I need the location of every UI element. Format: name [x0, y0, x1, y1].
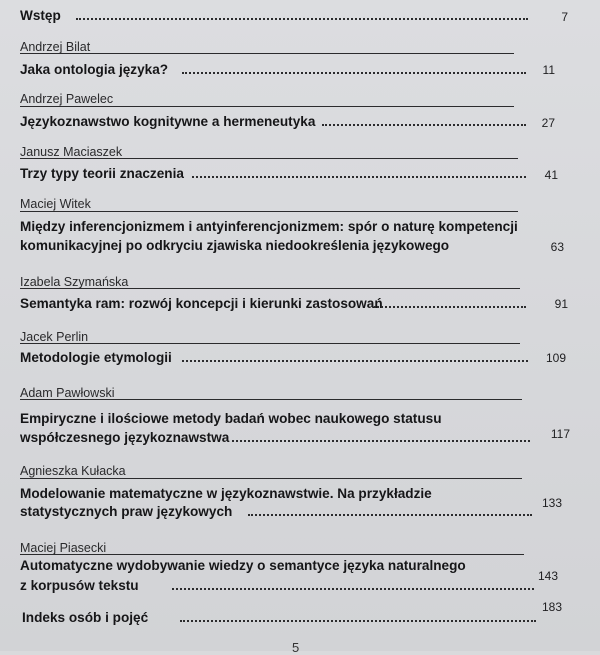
author-rule [20, 106, 514, 107]
leader-dots [192, 176, 526, 178]
leader-dots [182, 360, 528, 362]
author-rule [20, 343, 520, 344]
leader-dots [322, 124, 526, 126]
index-page: 183 [541, 600, 562, 614]
entry-author: Jacek Perlin [20, 330, 89, 344]
leader-dots [76, 18, 528, 20]
entry-title-line-2: współczesnego językoznawstwa [20, 430, 230, 445]
entry-page: 109 [545, 351, 566, 365]
entry-page: 143 [537, 569, 558, 583]
entry-page: 133 [541, 496, 562, 510]
entry-title: Jaka ontologia języka? [20, 62, 169, 77]
entry-page: 41 [544, 168, 558, 182]
entry-author: Janusz Maciaszek [20, 145, 123, 159]
entry-title-line-2: z korpusów tekstu [20, 578, 139, 593]
intro-title: Wstęp [20, 8, 61, 23]
entry-page: 63 [550, 240, 564, 254]
leader-dots [232, 440, 530, 442]
entry-title-line-1: Modelowanie matematyczne w językoznawstwie. Na przykładzie [20, 486, 432, 501]
author-rule [20, 478, 522, 479]
entry-title: Metodologie etymologii [20, 350, 172, 365]
entry-title-line-2: statystycznych praw językowych [20, 504, 233, 519]
entry-page: 117 [550, 427, 570, 441]
author-rule [20, 211, 518, 212]
entry-author: Andrzej Pawelec [20, 92, 114, 106]
leader-dots [172, 588, 534, 590]
entry-author: Agnieszka Kułacka [20, 464, 126, 478]
footer-page-number: 5 [292, 640, 300, 655]
entry-title-line-1: Empiryczne i ilościowe metody badań wobec naukowego statusu [20, 411, 442, 426]
index-title: Indeks osób i pojęć [22, 610, 149, 625]
entry-author: Izabela Szymańska [20, 275, 129, 289]
author-rule [20, 53, 514, 54]
entry-title-line-1: Między inferencjonizmem i antyinferencjonizmem: spór o naturę kompetencji [20, 219, 518, 234]
intro-page: 7 [561, 10, 568, 24]
entry-author: Maciej Witek [20, 197, 91, 211]
leader-dots [182, 72, 526, 74]
entry-title: Trzy typy teorii znaczenia [20, 166, 184, 181]
entry-title-line-2: komunikacyjnej po odkryciu zjawiska niedookreślenia językowego [20, 238, 450, 253]
entry-page: 11 [542, 63, 555, 77]
entry-title: Językoznawstwo kognitywne a hermeneutyka [20, 114, 316, 129]
author-rule [20, 288, 520, 289]
entry-page: 91 [554, 297, 568, 311]
entry-author: Adam Pawłowski [20, 386, 115, 400]
author-rule [20, 554, 524, 555]
author-rule [20, 158, 518, 159]
leader-dots [374, 306, 526, 308]
leader-dots [180, 620, 536, 622]
entry-author: Maciej Piasecki [20, 541, 107, 555]
entry-page: 27 [541, 116, 555, 130]
leader-dots [248, 514, 532, 516]
entry-author: Andrzej Bilat [20, 40, 91, 54]
entry-title: Semantyka ram: rozwój koncepcji i kierunki zastosowań [20, 296, 383, 311]
entry-title-line-1: Automatyczne wydobywanie wiedzy o semantyce języka naturalnego [20, 558, 466, 573]
author-rule [20, 399, 522, 400]
